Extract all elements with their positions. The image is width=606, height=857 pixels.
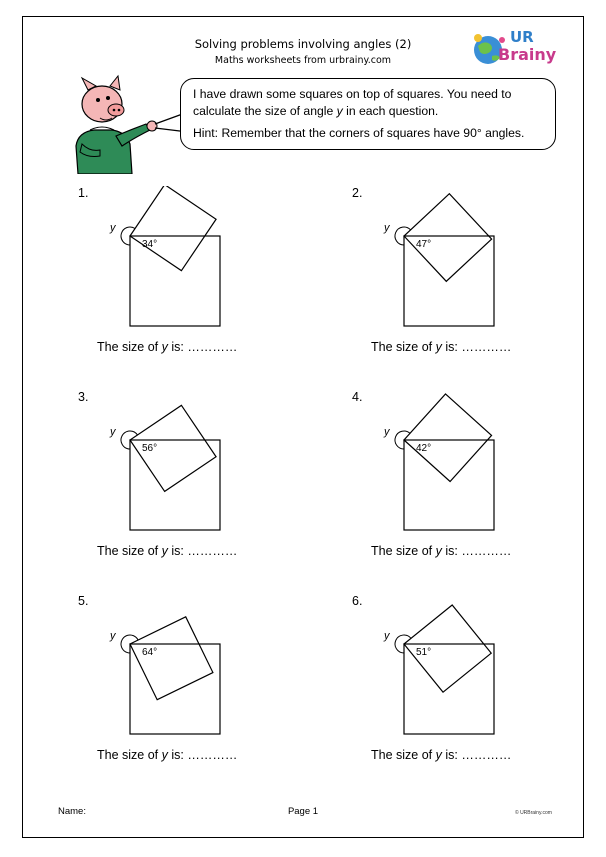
rotated-square: [130, 186, 216, 271]
angle-diagram: [78, 594, 278, 744]
instruction-variable: y: [336, 104, 343, 118]
given-angle-label: 34°: [142, 239, 158, 250]
copyright-text: © URBrainy.com: [515, 810, 552, 816]
y-label: y: [110, 222, 116, 234]
question-number: 4.: [352, 390, 363, 404]
answer-prefix: The size of: [97, 340, 162, 354]
answer-variable: y: [435, 544, 442, 558]
y-label: y: [384, 222, 390, 234]
answer-line[interactable]: [371, 340, 511, 354]
answer-variable: y: [161, 748, 168, 762]
angle-diagram: [78, 390, 278, 540]
worksheet-subtitle: Maths worksheets from urbrainy.com: [214, 55, 392, 66]
answer-line[interactable]: [371, 544, 511, 558]
answer-variable: y: [435, 340, 442, 354]
answer-line[interactable]: [97, 544, 237, 558]
y-label: y: [384, 630, 390, 642]
urbrainy-logo: [468, 28, 568, 72]
answer-prefix: The size of: [371, 544, 436, 558]
answer-prefix: The size of: [97, 748, 162, 762]
answer-variable: y: [161, 340, 168, 354]
name-label: Name:: [58, 806, 86, 817]
given-angle-label: 47°: [416, 239, 432, 250]
given-angle-label: 56°: [142, 443, 158, 454]
instruction-line-1: I have drawn some squares on top of squares. You need to: [193, 87, 512, 101]
question-1: [78, 186, 338, 376]
given-angle-label: 51°: [416, 647, 432, 658]
answer-line[interactable]: [97, 340, 237, 354]
given-angle-label: 42°: [416, 443, 432, 454]
instruction-bubble: [180, 78, 556, 150]
logo-ur: UR: [510, 28, 534, 46]
question-number: 6.: [352, 594, 363, 608]
rotated-square: [130, 617, 213, 700]
answer-suffix: is: …………: [167, 340, 238, 354]
answer-prefix: The size of: [97, 544, 162, 558]
question-5: [78, 594, 338, 784]
question-3: [78, 390, 338, 580]
question-number: 1.: [78, 186, 89, 200]
answer-suffix: is: …………: [167, 544, 238, 558]
question-number: 3.: [78, 390, 89, 404]
answer-line[interactable]: [97, 748, 237, 762]
y-label: y: [110, 630, 116, 642]
answer-variable: y: [161, 544, 168, 558]
answer-suffix: is: …………: [441, 340, 512, 354]
angle-diagram: [78, 186, 278, 336]
worksheet-title: Solving problems involving angles (2): [194, 37, 412, 51]
angle-diagram: [352, 186, 552, 336]
page-number: Page 1: [287, 806, 319, 817]
logo-brainy: Brainy: [498, 45, 557, 64]
rotated-square: [404, 194, 492, 282]
rotated-square: [404, 394, 492, 482]
given-angle-label: 64°: [142, 647, 158, 658]
question-6: [352, 594, 606, 784]
answer-line[interactable]: [371, 748, 511, 762]
pig-mascot-icon: [60, 74, 190, 174]
question-2: [352, 186, 606, 376]
instruction-line-2-start: calculate the size of angle: [193, 104, 337, 118]
hint-text: Hint: Remember that the corners of squares have 90° angles.: [193, 126, 525, 140]
answer-variable: y: [435, 748, 442, 762]
answer-suffix: is: …………: [441, 748, 512, 762]
instruction-line-2: [193, 103, 555, 120]
angle-diagram: [352, 390, 552, 540]
answer-suffix: is: …………: [167, 748, 238, 762]
question-number: 2.: [352, 186, 363, 200]
y-label: y: [110, 426, 116, 438]
question-4: [352, 390, 606, 580]
y-label: y: [384, 426, 390, 438]
answer-suffix: is: …………: [441, 544, 512, 558]
angle-diagram: [352, 594, 552, 744]
answer-prefix: The size of: [371, 340, 436, 354]
instruction-line-2-end: in each question.: [342, 104, 439, 118]
question-number: 5.: [78, 594, 89, 608]
answer-prefix: The size of: [371, 748, 436, 762]
